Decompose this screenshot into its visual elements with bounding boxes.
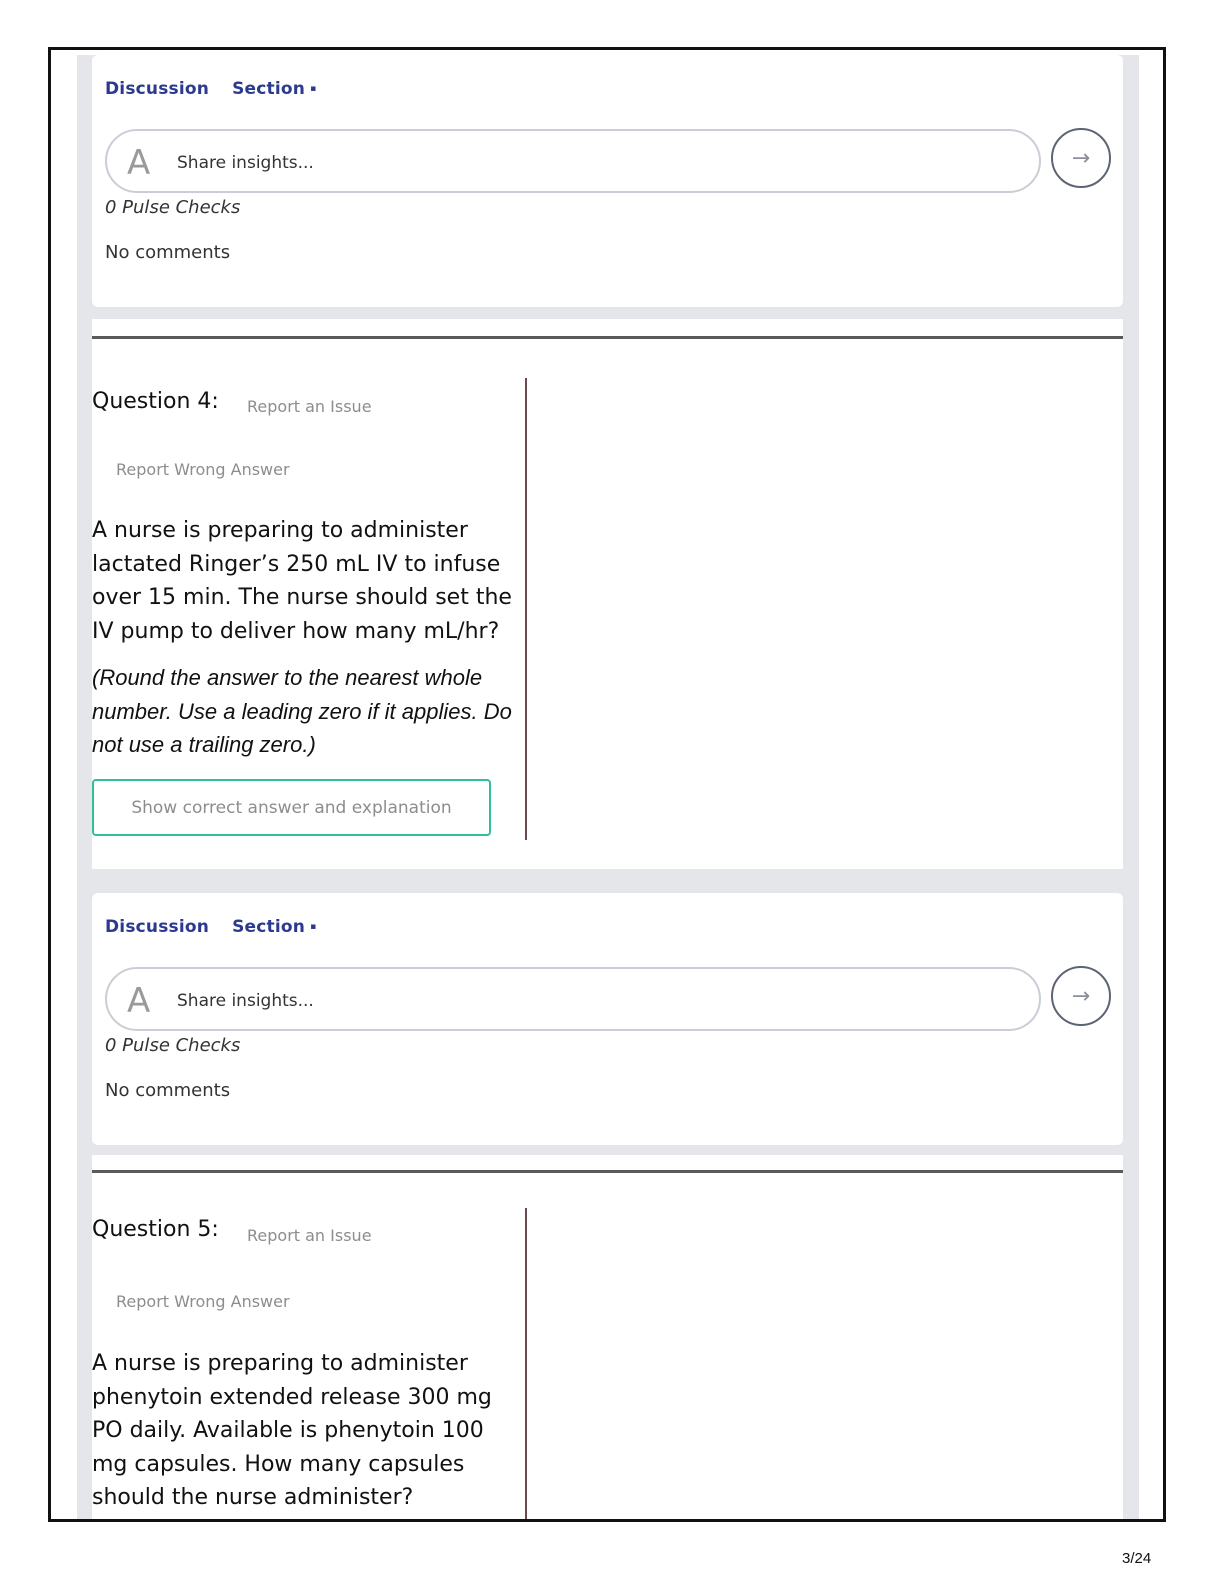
discussion-panel xyxy=(92,893,1123,1145)
report-issue-link[interactable]: Report an Issue xyxy=(247,1226,372,1245)
share-insights-input[interactable] xyxy=(177,987,997,1015)
comments-status: No comments xyxy=(105,242,231,263)
question-block xyxy=(92,319,1123,869)
discussion-tabs xyxy=(105,79,316,99)
tab-section[interactable] xyxy=(232,79,316,99)
question-title: Question 5: xyxy=(92,1217,219,1242)
arrow-right-icon: → xyxy=(1071,983,1091,1009)
discussion-tabs xyxy=(105,917,316,937)
arrow-right-icon: → xyxy=(1071,145,1091,171)
report-wrong-answer-link[interactable]: Report Wrong Answer xyxy=(116,1292,290,1311)
comments-status: No comments xyxy=(105,1080,231,1101)
tab-section-label: Section xyxy=(232,917,306,937)
report-wrong-answer-link[interactable]: Report Wrong Answer xyxy=(116,460,290,479)
share-insights-box[interactable] xyxy=(105,967,1041,1031)
show-answer-button[interactable]: Show correct answer and explanation xyxy=(92,779,491,836)
pulse-checks: 0 Pulse Checks xyxy=(105,1035,241,1056)
tab-section-label: Section xyxy=(232,79,306,99)
column-divider xyxy=(525,1208,527,1521)
content-background xyxy=(77,55,1139,1520)
caret-down-icon: ▪ xyxy=(310,922,317,932)
pulse-checks: 0 Pulse Checks xyxy=(105,197,241,218)
share-insights-input[interactable] xyxy=(177,149,997,177)
page-frame xyxy=(48,47,1166,1522)
discussion-panel xyxy=(92,55,1123,307)
tab-section[interactable] xyxy=(232,917,316,937)
page-number: 3/24 xyxy=(1122,1550,1152,1567)
avatar: A xyxy=(127,143,151,183)
send-button[interactable] xyxy=(1051,128,1111,188)
avatar: A xyxy=(127,981,151,1021)
question-note: (Round the answer to the nearest whole number. Use a leading zero if it applies. Do not use a trailing zero.) xyxy=(92,665,512,757)
tab-discussion[interactable]: Discussion xyxy=(105,79,210,99)
question-block xyxy=(92,1155,1123,1521)
send-button[interactable] xyxy=(1051,966,1111,1026)
question-text: A nurse is preparing to administer lactated Ringer’s 250 mL IV to infuse over 15 min. The nurse should set the IV pump to deliver how many mL/hr? xyxy=(92,518,512,644)
divider xyxy=(92,336,1123,339)
caret-down-icon: ▪ xyxy=(310,84,317,94)
question-text: A nurse is preparing to administer phenytoin extended release 300 mg PO daily. Available is phenytoin 100 mg capsules. How many capsules should the nurse administer? xyxy=(92,1351,492,1510)
question-title: Question 4: xyxy=(92,389,219,414)
column-divider xyxy=(525,378,527,840)
divider xyxy=(92,1170,1123,1173)
tab-discussion[interactable]: Discussion xyxy=(105,917,210,937)
report-issue-link[interactable]: Report an Issue xyxy=(247,397,372,416)
share-insights-box[interactable] xyxy=(105,129,1041,193)
